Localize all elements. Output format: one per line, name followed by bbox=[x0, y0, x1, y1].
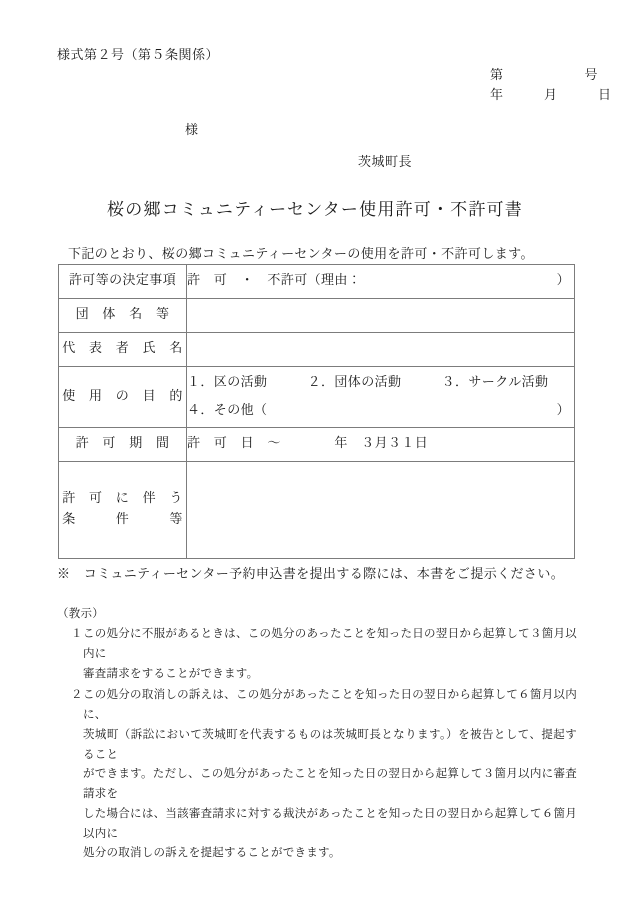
permit-details-table bbox=[58, 264, 575, 559]
instruction-line: ができます。ただし、この処分があったことを知った日の翌日から起算して３箇月以内に審査請求を bbox=[83, 766, 577, 801]
row-label-representative: 代 表 者 氏 名 bbox=[59, 333, 187, 367]
document-number-line: 第 号 bbox=[490, 68, 599, 83]
purpose-other-label: ４．その他（ bbox=[187, 402, 268, 418]
addressee-line: 様 bbox=[185, 123, 199, 138]
row-value-purpose[interactable] bbox=[187, 367, 575, 428]
decision-reason-close-paren: ） bbox=[556, 273, 570, 289]
instruction-body bbox=[83, 624, 577, 683]
table-row bbox=[59, 333, 575, 367]
conditions-label-line1: 許 可 に 伴 う bbox=[62, 491, 183, 507]
row-label-decision: 許可等の決定事項 bbox=[59, 265, 187, 299]
permit-period-text: 許 可 日 ～ 年 ３月３１日 bbox=[187, 436, 429, 452]
instruction-line: 審査請求をすることができます。 bbox=[83, 665, 259, 680]
table-row bbox=[59, 367, 575, 428]
row-label-purpose: 使 用 の 目 的 bbox=[59, 367, 187, 428]
instruction-number: １ bbox=[71, 626, 83, 640]
row-value-permit-period[interactable] bbox=[187, 428, 575, 462]
instruction-body bbox=[83, 685, 577, 863]
list-item bbox=[57, 624, 577, 683]
intro-sentence: 下記のとおり、桜の郷コミュニティーセンターの使用を許可・不許可します。 bbox=[68, 247, 534, 262]
instruction-line: この処分の取消しの訴えは、この処分があったことを知った日の翌日から起算して６箇月以内に、 bbox=[83, 687, 577, 722]
row-value-conditions[interactable] bbox=[187, 462, 575, 559]
instruction-line: 茨城町（訴訟において茨城町を代表するものは茨城町長となります。）を被告として、提起すること bbox=[83, 726, 577, 761]
document-date-line: 年 月 日 bbox=[490, 88, 612, 103]
instructions-heading: （教示） bbox=[57, 606, 104, 620]
table-row bbox=[59, 265, 575, 299]
instruction-line: 処分の取消しの訴えを提起することができます。 bbox=[83, 845, 341, 860]
table-row bbox=[59, 428, 575, 462]
instruction-line: この処分に不服があるときは、この処分のあったことを知った日の翌日から起算して３箇月以内に bbox=[83, 626, 577, 660]
form-number: 様式第２号（第５条関係） bbox=[57, 48, 220, 63]
instructions-section bbox=[57, 605, 577, 865]
row-label-group-name: 団 体 名 等 bbox=[59, 299, 187, 333]
table-row bbox=[59, 462, 575, 559]
row-label-permit-period: 許 可 期 間 bbox=[59, 428, 187, 462]
instruction-line: した場合には、当該審査請求に対する裁決があったことを知った日の翌日から起算して６箇月以内に bbox=[83, 805, 577, 840]
purpose-options: １．区の活動 ２．団体の活動 ３．サークル活動 bbox=[187, 375, 549, 391]
row-value-decision[interactable] bbox=[187, 265, 575, 299]
table-row bbox=[59, 299, 575, 333]
submission-note: ※ コミュニティーセンター予約申込書を提出する際には、本書をご提示ください。 bbox=[57, 567, 565, 582]
list-item bbox=[57, 685, 577, 863]
conditions-label-line2: 条 件 等 bbox=[62, 512, 183, 527]
row-value-representative[interactable] bbox=[187, 333, 575, 367]
row-label-conditions bbox=[59, 462, 187, 559]
row-value-group-name[interactable] bbox=[187, 299, 575, 333]
issuer-name: 茨城町長 bbox=[358, 155, 413, 170]
purpose-other-close-paren: ） bbox=[556, 402, 570, 418]
decision-options: 許 可 ・ 不許可（理由： bbox=[187, 273, 362, 289]
instruction-number: ２ bbox=[71, 687, 83, 702]
page-title: 桜の郷コミュニティーセンター使用許可・不許可書 bbox=[107, 200, 523, 220]
instructions-list bbox=[57, 624, 577, 863]
